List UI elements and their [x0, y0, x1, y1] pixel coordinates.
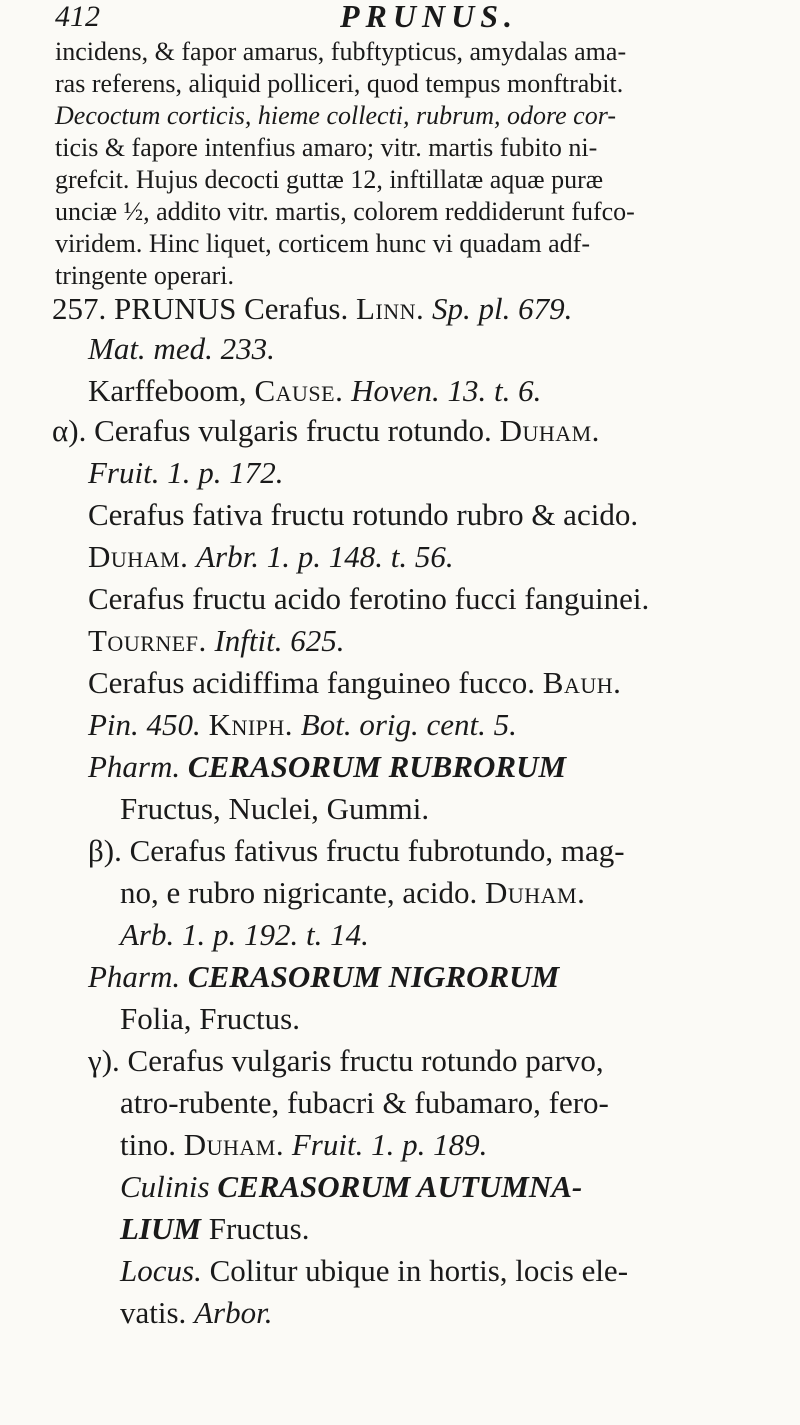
intro-line-4: ticis & fapore intenfius amaro; vitr. martis fubito ni- [55, 133, 598, 162]
gamma-line-3: tino. Duham. Fruit. 1. p. 189. [120, 1127, 488, 1162]
gamma-line-2: atro-rubente, fubacri & fubamaro, fero- [120, 1085, 609, 1120]
gamma-parts: LIUM Fructus. [120, 1211, 310, 1246]
locus-line-2: vatis. Arbor. [120, 1295, 273, 1330]
locus-line-1: Locus. Colitur ubique in hortis, locis ele- [120, 1253, 629, 1288]
intro-line-1: incidens, & fapor amarus, fubftypticus, amydalas ama- [55, 37, 627, 66]
alpha-ref-1: Fruit. 1. p. 172. [88, 455, 284, 490]
entry-mat-med: Mat. med. 233. [88, 331, 275, 366]
intro-line-2: ras referens, aliquid polliceri, quod tempus monftrabit. [55, 69, 624, 98]
intro-line-5: grefcit. Hujus decocti guttæ 12, inftillatæ aquæ puræ [55, 165, 604, 194]
alpha-line-1: α). Cerafus vulgaris fructu rotundo. Duham. [52, 413, 600, 448]
alpha-pharm: Pharm. CERASORUM RUBRORUM [88, 749, 567, 784]
beta-line-2: no, e rubro nigricante, acido. Duham. [120, 875, 586, 910]
alpha-line-2: Cerafus fativa fructu rotundo rubro & acido. [88, 497, 639, 532]
entry-heading: 257. PRUNUS Cerafus. Linn. Sp. pl. 679. [52, 291, 573, 326]
beta-ref: Arb. 1. p. 192. t. 14. [120, 917, 369, 952]
alpha-line-3: Cerafus fructu acido ferotino fucci fanguinei. [88, 581, 650, 616]
gamma-line-1: γ). Cerafus vulgaris fructu rotundo parvo, [88, 1043, 604, 1078]
entry-vernacular: Karffeboom, Cause. Hoven. 13. t. 6. [88, 373, 542, 408]
gamma-culinis: Culinis CERASORUM AUTUMNA- [120, 1169, 583, 1204]
intro-line-3: Decoctum corticis, hieme collecti, rubrum, odore cor- [55, 101, 616, 130]
page-number: 412 [55, 0, 100, 33]
beta-pharm: Pharm. CERASORUM NIGRORUM [88, 959, 560, 994]
alpha-ref-4: Pin. 450. Kniph. Bot. orig. cent. 5. [88, 707, 517, 742]
alpha-ref-3: Tournef. Inftit. 625. [88, 623, 345, 658]
intro-line-6: unciæ ½, addito vitr. martis, colorem reddiderunt fufco- [55, 197, 635, 226]
running-title: PRUNUS. [340, 0, 519, 34]
beta-line-1: β). Cerafus fativus fructu fubrotundo, mag- [88, 833, 625, 868]
intro-line-8: tringente operari. [55, 261, 235, 290]
alpha-ref-2: Duham. Arbr. 1. p. 148. t. 56. [88, 539, 454, 574]
intro-line-7: viridem. Hinc liquet, corticem hunc vi quadam adf- [55, 229, 590, 258]
beta-parts: Folia, Fructus. [120, 1001, 300, 1036]
alpha-line-4: Cerafus acidiffima fanguineo fucco. Bauh. [88, 665, 622, 700]
alpha-parts: Fructus, Nuclei, Gummi. [120, 791, 430, 826]
